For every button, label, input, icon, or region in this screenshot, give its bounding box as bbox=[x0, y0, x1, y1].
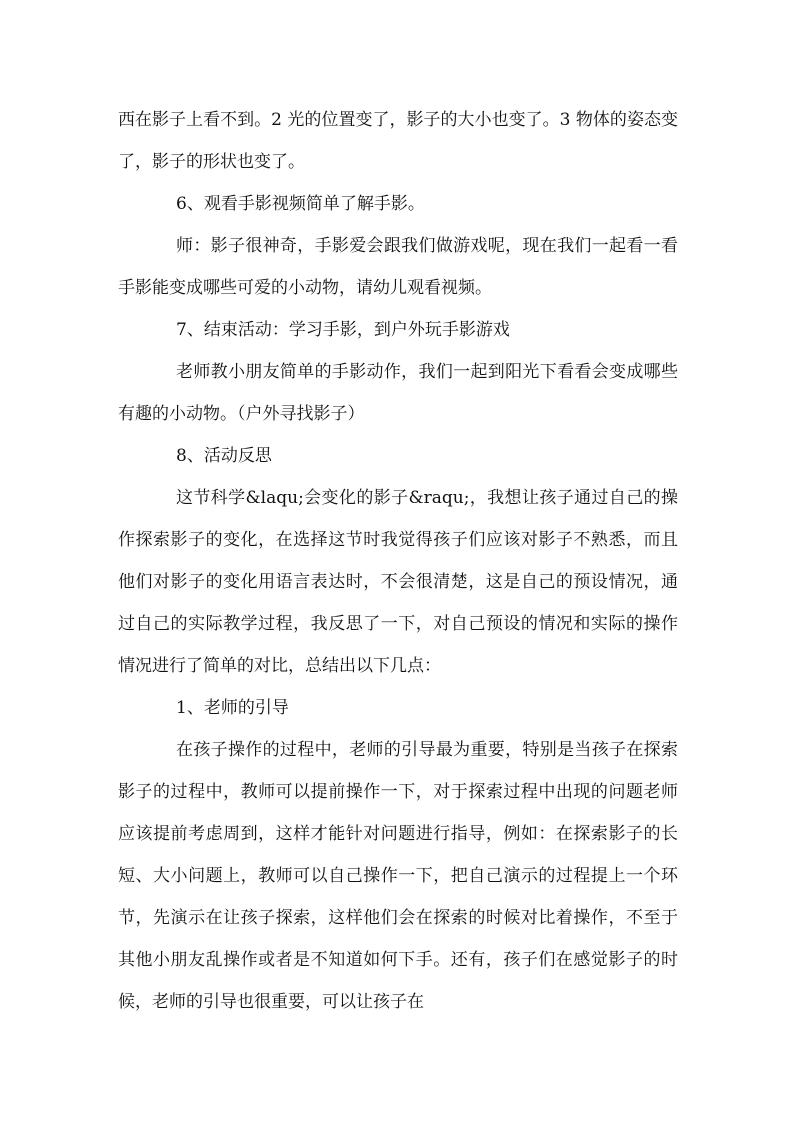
paragraph-teacher-speech: 师：影子很神奇，手影爱会跟我们做游戏呢，现在我们一起看一看手影能变成哪些可爱的小动物，请幼儿观看视频。 bbox=[118, 236, 678, 298]
paragraph-continuation: 西在影子上看不到。2 光的位置变了，影子的大小也变了。3 物体的姿态变了，影子的形状也变了。 bbox=[118, 110, 678, 172]
section-heading-7: 7、结束活动：学习手影，到户外玩手影游戏 bbox=[176, 320, 510, 340]
paragraph-teacher-guidance: 在孩子操作的过程中，老师的引导最为重要，特别是当孩子在探索影子的过程中，教师可以提前操作一下，对于探索过程中出现的问题老师应该提前考虑周到，这样才能针对问题进行指导，例如：在探索影子的长短、大小问题上，教师可以自己操作一下，把自己演示的过程提上一个环节，先演示在让孩子探索，这样他们会在探索的时候对比着操作，不至于其他小朋友乱操作或者是不知道如何下手。还有，孩子们在感觉影子的时候，老师的引导也很重要，可以让孩子在 bbox=[118, 740, 678, 1012]
paragraph-hand-shadow-activity: 老师教小朋友简单的手影动作，我们一起到阳光下看看会变成哪些有趣的小动物。（户外寻找影子） bbox=[118, 362, 678, 424]
section-heading-6: 6、观看手影视频简单了解手影。 bbox=[176, 194, 425, 214]
paragraph-reflection: 这节科学&laqu;会变化的影子&raqu;，我想让孩子通过自己的操作探索影子的变化，在选择这节时我觉得孩子们应该对影子不熟悉，而且他们对影子的变化用语言表达时，不会很清楚，这是自己的预设情况，通过自己的实际教学过程，我反思了一下，对自己预设的情况和实际的操作情况进行了简单的对比，总结出以下几点： bbox=[118, 488, 678, 676]
section-heading-8: 8、活动反思 bbox=[176, 446, 272, 466]
subsection-heading-1: 1、老师的引导 bbox=[176, 698, 289, 718]
document-body bbox=[118, 99, 678, 1023]
